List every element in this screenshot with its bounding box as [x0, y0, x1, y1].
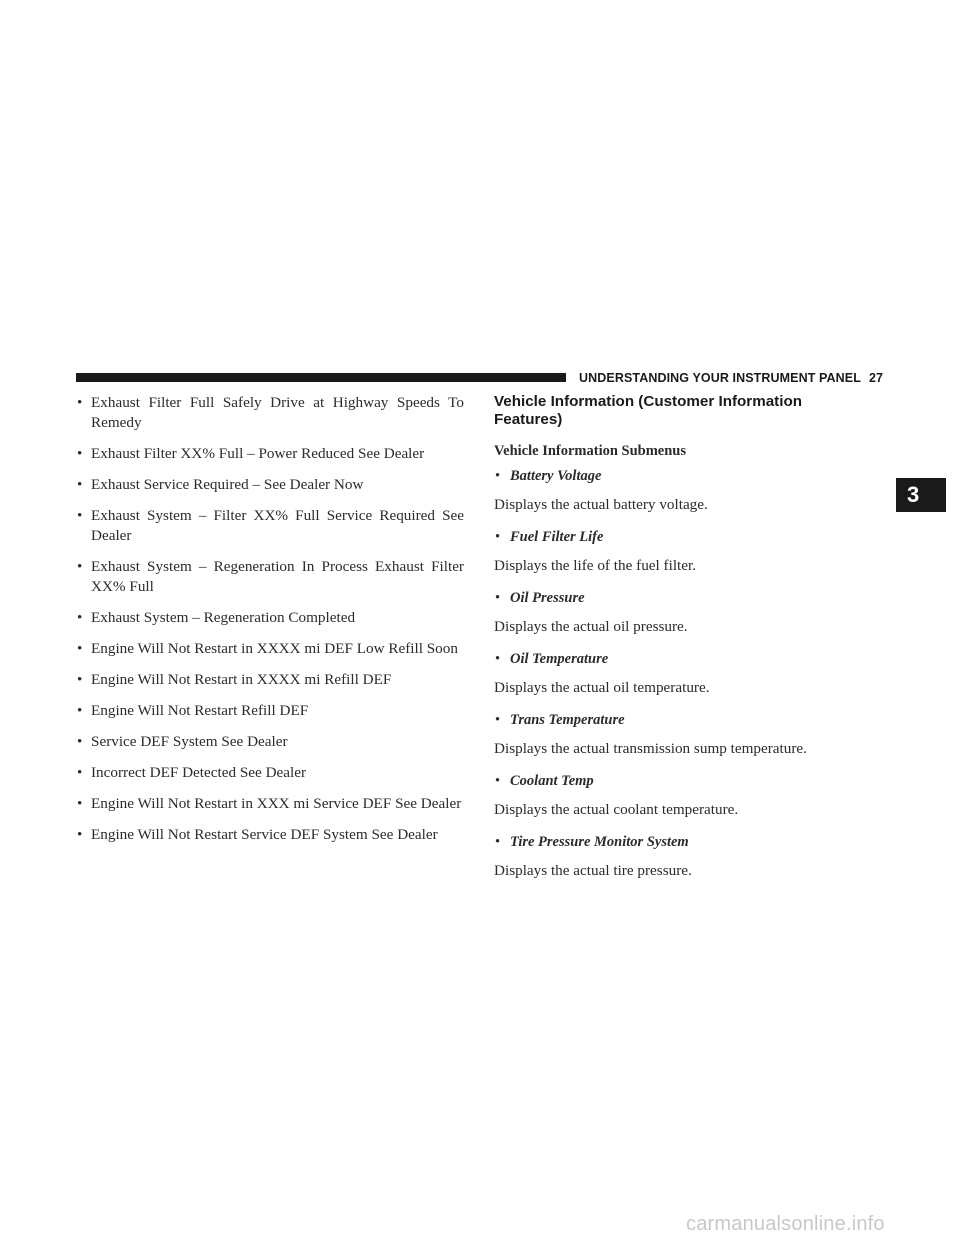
header-rule: [76, 373, 566, 382]
submenu-description: Displays the actual tire pressure.: [494, 862, 692, 879]
list-item: • Exhaust Service Required – See Dealer Now: [76, 475, 464, 495]
warning-message-list: [76, 393, 464, 845]
list-item: • Engine Will Not Restart in XXXX mi DEF Low Refill Soon: [76, 639, 464, 659]
watermark: carmanualsonline.info: [686, 1213, 885, 1235]
right-column: [494, 393, 866, 893]
submenu-description: Displays the actual oil pressure.: [494, 618, 688, 635]
list-item: • Exhaust System – Regeneration Completed: [76, 608, 464, 628]
list-item: • Engine Will Not Restart in XXXX mi Refill DEF: [76, 670, 464, 690]
submenu-item-coolant-temp: • Coolant Temp: [494, 771, 866, 791]
list-item: • Exhaust System – Regeneration In Process Exhaust Filter XX% Full: [76, 557, 464, 597]
submenu-item-oil-pressure: • Oil Pressure: [494, 588, 866, 608]
chapter-tab: 3: [896, 478, 946, 512]
submenu-item-battery-voltage: • Battery Voltage: [494, 466, 866, 486]
submenu-description: Displays the actual battery voltage.: [494, 496, 708, 513]
submenu-item-tire-pressure: • Tire Pressure Monitor System: [494, 832, 866, 852]
submenu-item-oil-temperature: • Oil Temperature: [494, 649, 866, 669]
list-item: • Exhaust Filter Full Safely Drive at Highway Speeds To Remedy: [76, 393, 464, 433]
running-header-title: UNDERSTANDING YOUR INSTRUMENT PANEL: [579, 371, 861, 385]
list-item: • Engine Will Not Restart Refill DEF: [76, 701, 464, 721]
submenu-description: Displays the life of the fuel filter.: [494, 557, 697, 574]
submenu-description: Displays the actual coolant temperature.: [494, 801, 739, 818]
page-number: 27: [869, 371, 883, 385]
section-heading: Vehicle Information (Customer Information Features): [494, 393, 802, 428]
list-item: • Engine Will Not Restart in XXX mi Service DEF See Dealer: [76, 794, 464, 814]
list-item: • Exhaust System – Filter XX% Full Service Required See Dealer: [76, 506, 464, 546]
left-column: [76, 393, 464, 856]
list-item: • Engine Will Not Restart Service DEF System See Dealer: [76, 825, 464, 845]
list-item: • Incorrect DEF Detected See Dealer: [76, 763, 464, 783]
submenu-item-fuel-filter-life: • Fuel Filter Life: [494, 527, 866, 547]
submenu-item-trans-temperature: • Trans Temperature: [494, 710, 866, 730]
submenu-heading: Vehicle Information Submenus: [494, 443, 687, 459]
submenu-description: Displays the actual oil temperature.: [494, 679, 710, 696]
list-item: • Exhaust Filter XX% Full – Power Reduced See Dealer: [76, 444, 464, 464]
list-item: • Service DEF System See Dealer: [76, 732, 464, 752]
submenu-description: Displays the actual transmission sump temperature.: [494, 740, 807, 757]
